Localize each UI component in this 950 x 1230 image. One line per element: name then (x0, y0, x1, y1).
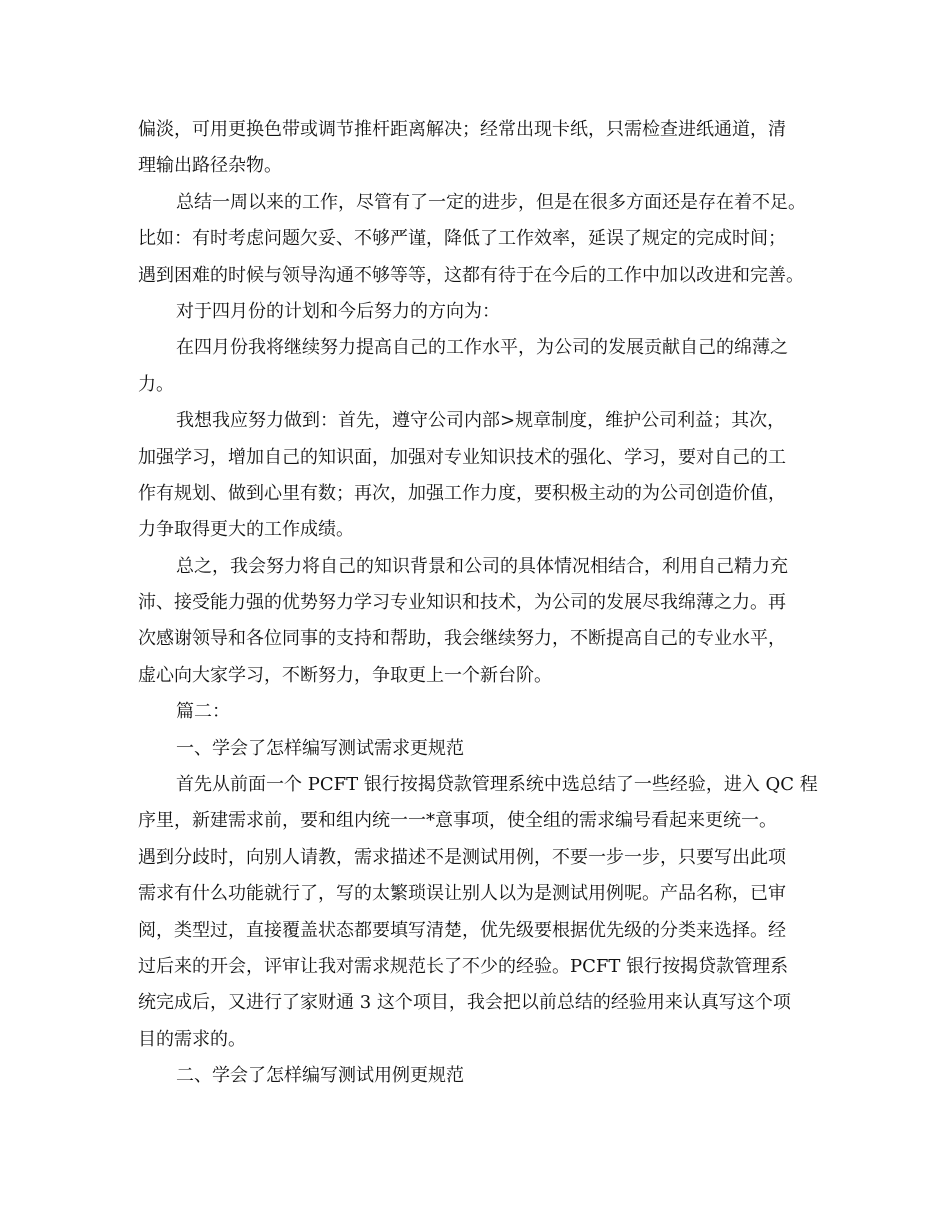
text-line: 对于四月份的计划和今后努力的方向为： (176, 300, 500, 322)
text-line: 在四月份我将继续努力提高自己的工作水平，为公司的发展贡献自己的绵薄之 (176, 337, 788, 359)
text-line: 作有规划、做到心里有数；再次，加强工作力度，要积极主动的为公司创造价值， (138, 482, 786, 504)
text-line: 加强学习，增加自己的知识面，加强对专业知识技术的强化、学习，要对自己的工 (138, 446, 786, 468)
text-line: 次感谢领导和各位同事的支持和帮助，我会继续努力，不断提高自己的专业水平， (138, 628, 786, 650)
text-line: 统完成后，又进行了家财通 3 这个项目，我会把以前总结的经验用来认真写这个项 (138, 992, 791, 1014)
text-line: 过后来的开会，评审让我对需求规范长了不少的经验。PCFT 银行按揭贷款管理系 (138, 955, 789, 977)
document-body (138, 112, 826, 1095)
text-line: 力争取得更大的工作成绩。 (138, 519, 354, 541)
text-line: 目的需求的。 (138, 1028, 246, 1050)
text-line: 需求有什么功能就行了，写的太繁琐误让别人以为是测试用例呢。产品名称，已审 (138, 883, 786, 905)
text-line: 总之，我会努力将自己的知识背景和公司的具体情况相结合，利用自己精力充 (176, 555, 788, 577)
text-line: 序里，新建需求前，要和组内统一一*意事项，使全组的需求编号看起来更统一。 (138, 810, 777, 832)
text-line: 篇二： (176, 701, 230, 723)
text-line: 我想我应努力做到：首先，遵守公司内部>规章制度，维护公司利益；其次， (176, 410, 786, 432)
text-line: 比如：有时考虑问题欠妥、不够严谨，降低了工作效率，延误了规定的完成时间； (138, 228, 786, 250)
text-line: 首先从前面一个 PCFT 银行按揭贷款管理系统中选总结了一些经验，进入 QC 程 (176, 774, 818, 796)
text-line: 偏淡，可用更换色带或调节推杆距离解决；经常出现卡纸，只需检查进纸通道，清 (138, 119, 786, 140)
text-line: 总结一周以来的工作，尽管有了一定的进步，但是在很多方面还是存在着不足。 (176, 191, 806, 213)
text-line: 理输出路径杂物。 (138, 155, 282, 177)
text-line: 一、学会了怎样编写测试需求更规范 (176, 737, 464, 759)
text-line: 二、学会了怎样编写测试用例更规范 (176, 1065, 464, 1087)
text-line: 虚心向大家学习，不断努力，争取更上一个新台阶。 (138, 664, 552, 686)
text-line: 遇到分歧时，向别人请教，需求描述不是测试用例，不要一步一步，只要写出此项 (138, 846, 786, 868)
text-line: 遇到困难的时候与领导沟通不够等等，这都有待于在今后的工作中加以改进和完善。 (138, 264, 804, 286)
text-line: 阅，类型过，直接覆盖状态都要填写清楚，优先级要根据优先级的分类来选择。经 (138, 919, 786, 941)
text-line: 沛、接受能力强的优势努力学习专业知识和技术，为公司的发展尽我绵薄之力。再 (138, 592, 786, 614)
text-line: 力。 (138, 373, 174, 395)
